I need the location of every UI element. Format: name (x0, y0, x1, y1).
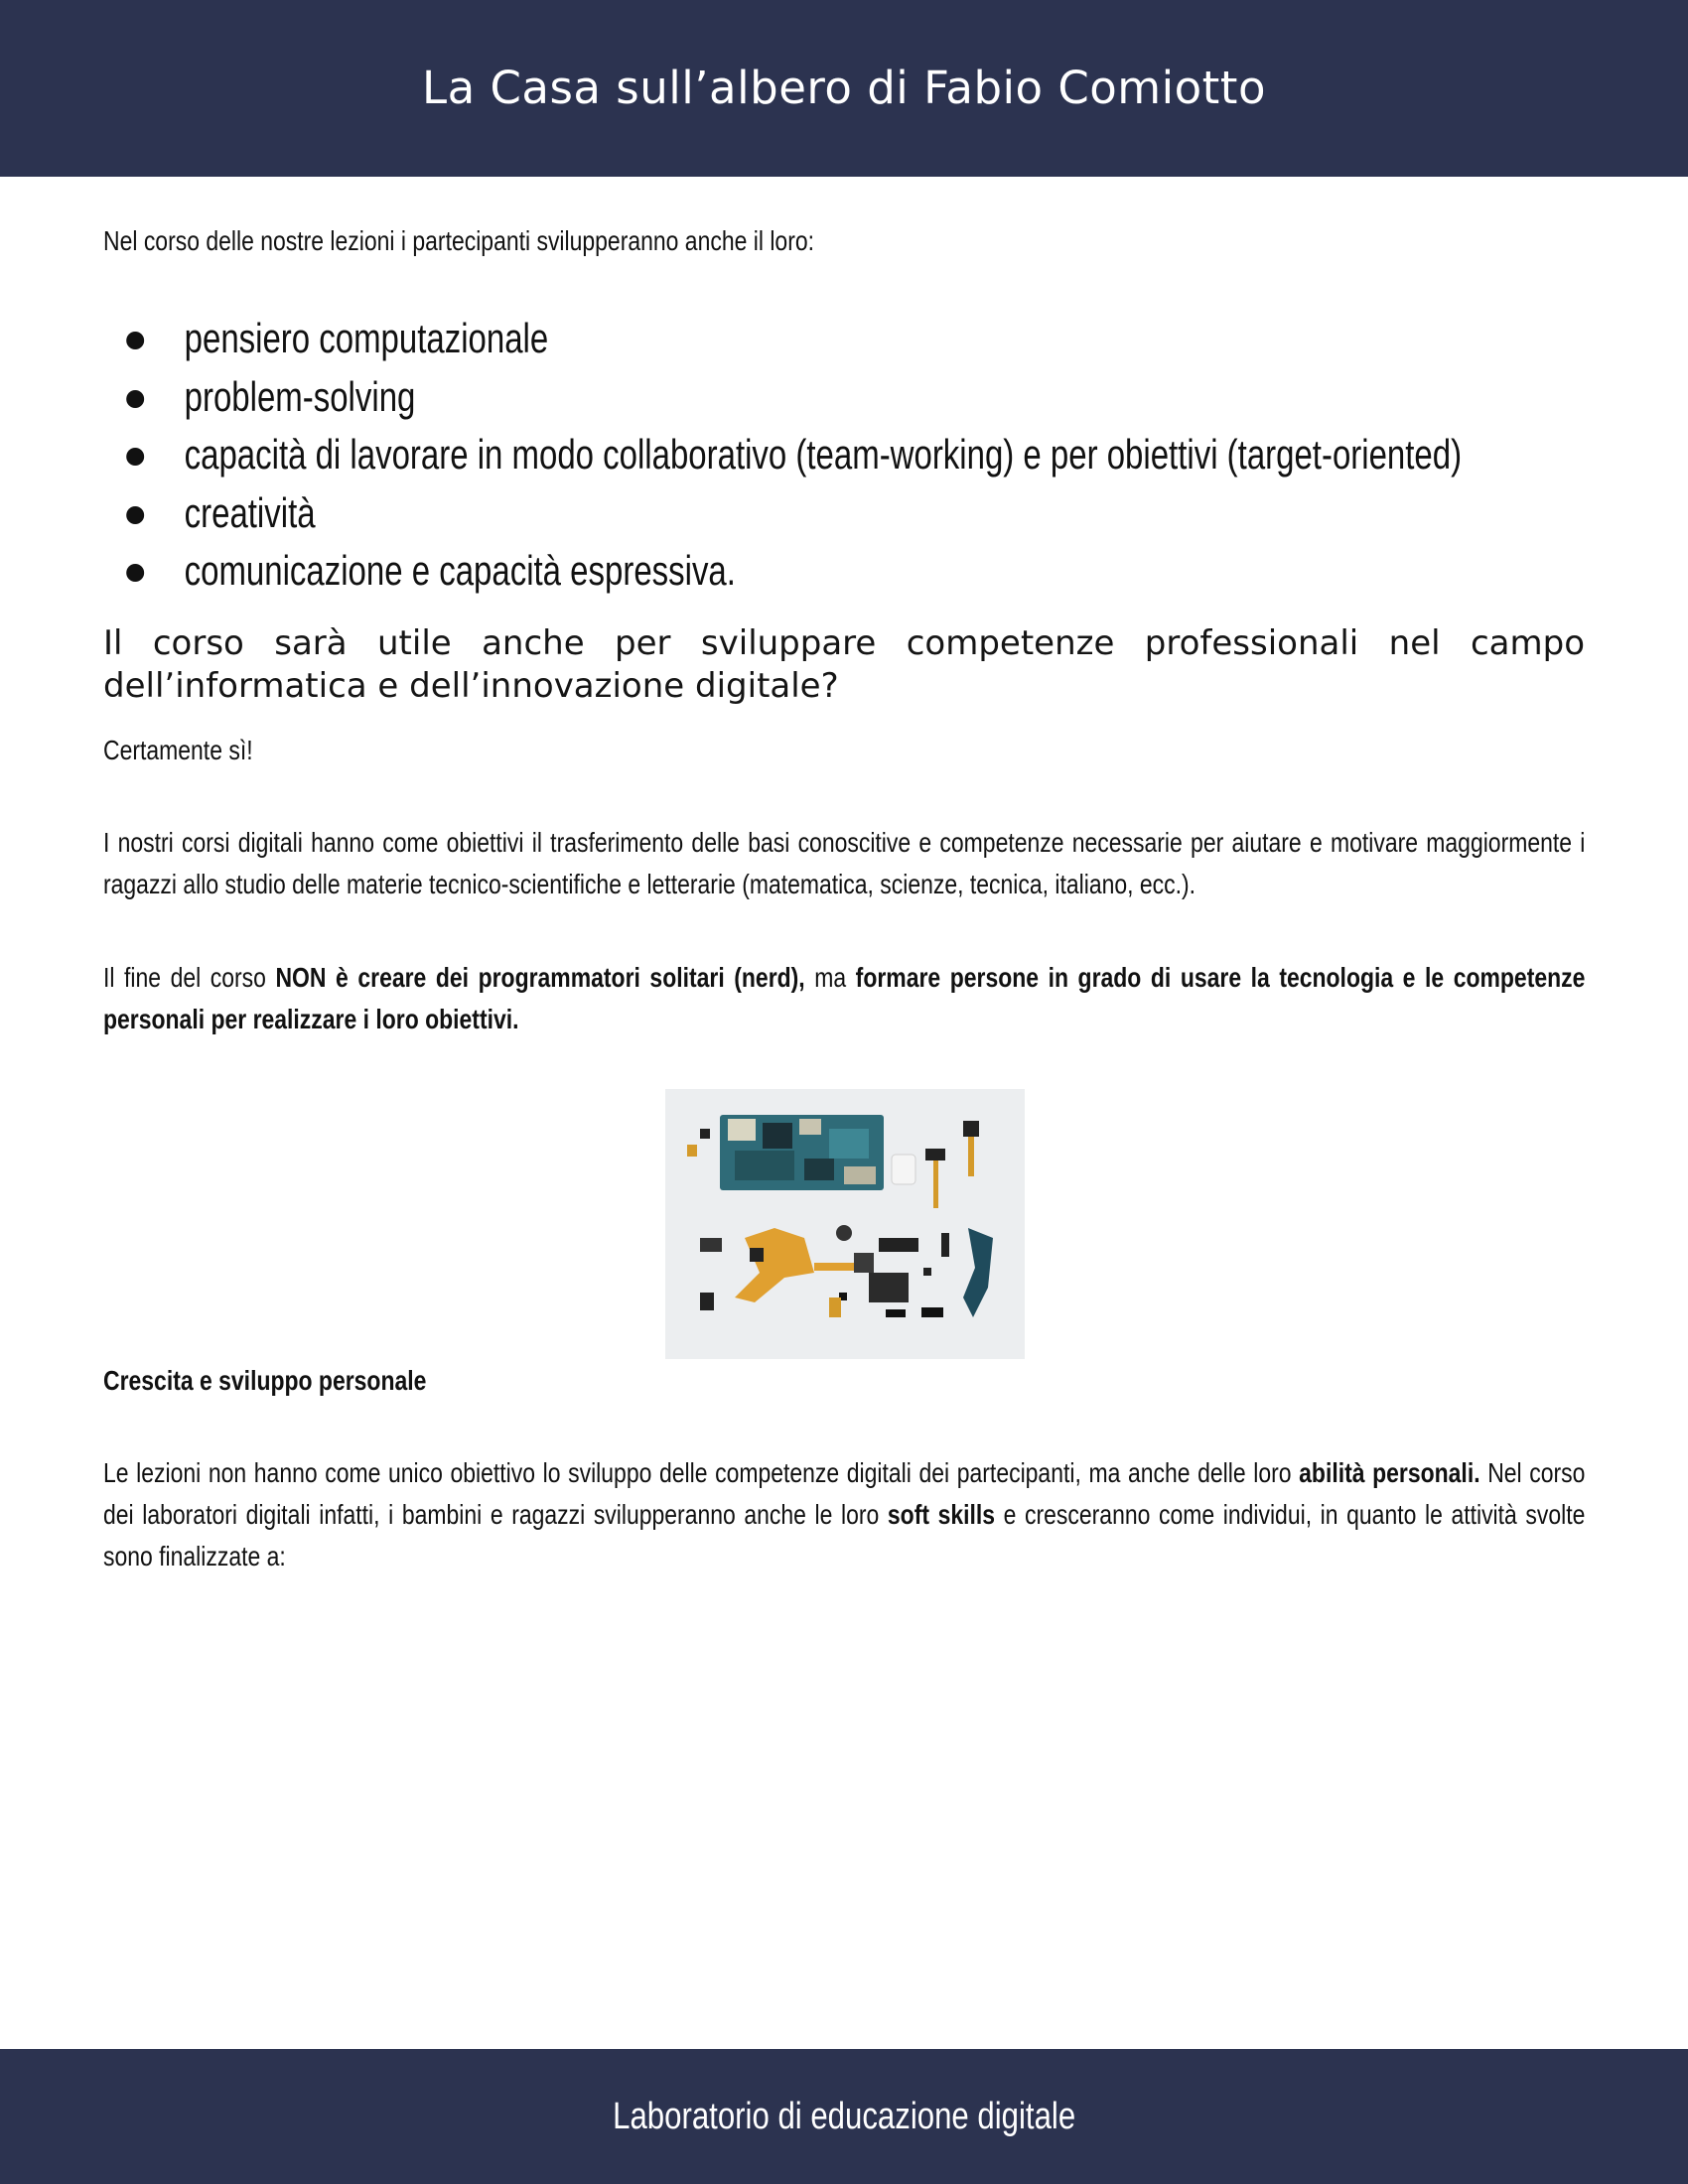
objectives-paragraph: I nostri corsi digitali hanno come obiettivi il trasferimento delle basi conoscitive e competenze necessarie per aiutare e motivare maggiormente i ragazzi allo studio delle materie tecnico-scientifiche e letterarie (matematica, scienze, tecnica, italiano, ecc.). (103, 827, 1586, 899)
purpose-text-1: Il fine del corso (103, 962, 276, 993)
list-item: comunicazione e capacità espressiva. (103, 542, 1585, 601)
section-heading: Crescita e sviluppo personale (103, 1365, 427, 1396)
growth-text-2: Nel corso dei laboratori digitali infatti, i bambini e ragazzi svilupperanno anche le loro (103, 1457, 1586, 1530)
growth-text-1: Le lezioni non hanno come unico obiettivo lo sviluppo delle competenze digitali dei partecipanti, ma anche delle loro (103, 1457, 1300, 1488)
list-item: pensiero computazionale (103, 310, 1585, 368)
growth-text-3: e cresceranno come individui, in quanto le attività svolte sono finalizzate a: (103, 1499, 1586, 1571)
growth-bold-1: abilità personali. (1299, 1457, 1480, 1488)
list-item: creatività (103, 484, 1585, 543)
circuit-parts-illustration (665, 1089, 1025, 1359)
purpose-bold-1: NON è creare dei programmatori solitari (nerd), (275, 962, 805, 993)
intro-text: Nel corso delle nostre lezioni i partecipanti svilupperanno anche il loro: (103, 225, 814, 256)
purpose-paragraph (103, 957, 1585, 1040)
purpose-bold-2: formare persone in grado di usare la tecnologia e le competenze personali per realizzare i loro obiettivi. (103, 962, 1586, 1034)
footer-text: Laboratorio di educazione digitale (612, 2095, 1075, 2137)
answer-text: Certamente sì! (103, 735, 253, 765)
page-header (0, 0, 1688, 177)
list-item: capacità di lavorare in modo collaborativo (team-working) e per obiettivi (target-oriented) (103, 426, 1585, 484)
header-title: La Casa sull’albero di Fabio Comiotto (422, 61, 1266, 114)
growth-bold-2: soft skills (887, 1499, 996, 1530)
question-line-1: Il corso sarà utile anche per sviluppare competenze professionali nel campo (103, 623, 1585, 663)
question-heading (103, 622, 1585, 708)
list-item: problem-solving (103, 368, 1585, 427)
purpose-text-2: ma (804, 962, 856, 993)
skills-list (103, 310, 1585, 601)
page-footer (0, 2049, 1688, 2184)
electronic-components-photo (665, 1089, 1025, 1359)
question-line-2: dell’informatica e dell’innovazione digitale? (103, 666, 839, 706)
personal-growth-paragraph (103, 1452, 1585, 1577)
